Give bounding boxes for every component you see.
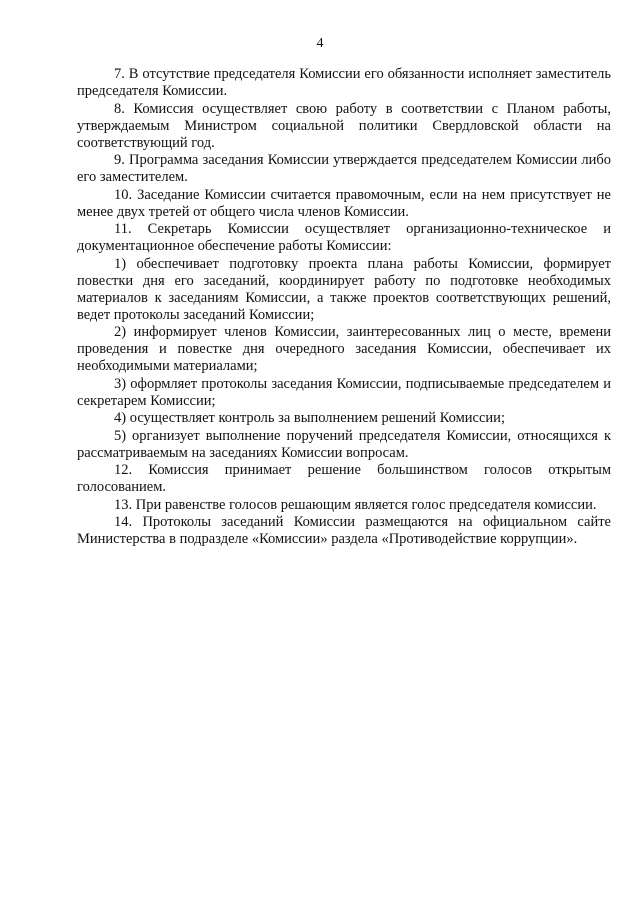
- paragraph-11-item-3: 3) оформляет протоколы заседания Комиссии, подписываемые председателем и секретарем Комиссии;: [77, 375, 611, 409]
- paragraph-11-item-2: 2) информирует членов Комиссии, заинтересованных лиц о месте, времени проведения и повестке дня очередного заседания Комиссии, обеспечивает их необходимыми материалами;: [77, 324, 611, 374]
- paragraph-11-item-4: 4) осуществляет контроль за выполнением решений Комиссии;: [114, 410, 505, 426]
- paragraph-9: 9. Программа заседания Комиссии утверждается председателем Комиссии либо его заместителем.: [77, 152, 611, 185]
- paragraph-11: 11. Секретарь Комиссии осуществляет организационно-техническое и документационное обеспечение работы Комиссии:: [77, 221, 611, 254]
- paragraph-10: 10. Заседание Комиссии считается правомочным, если на нем присутствует не менее двух третей от общего числа членов Комиссии.: [77, 186, 611, 220]
- paragraph-11-item-1: 1) обеспечивает подготовку проекта плана работы Комиссии, формирует повестки дня его заседаний, координирует работу по подготовке необходимых материалов к заседаниям Комиссии, а также проектов соответствующих решений, ведет протоколы заседаний Комиссии;: [77, 255, 611, 323]
- document-body: [77, 66, 611, 549]
- page-number: 4: [316, 36, 324, 51]
- paragraph-14: 14. Протоколы заседаний Комиссии размещаются на официальном сайте Министерства в подразделе «Комиссии» раздела «Противодействие коррупции».: [77, 514, 611, 547]
- paragraph-12: 12. Комиссия принимает решение большинством голосов открытым голосованием.: [77, 462, 611, 495]
- paragraph-11-item-5: 5) организует выполнение поручений председателя Комиссии, относящихся к рассматриваемым на заседаниях Комиссии вопросам.: [77, 427, 611, 461]
- paragraph-13: 13. При равенстве голосов решающим является голос председателя комиссии.: [114, 496, 597, 513]
- paragraph-8: 8. Комиссия осуществляет свою работу в соответствии с Планом работы, утверждаемым Министром социальной политики Свердловской области на соответствующий год.: [77, 100, 611, 151]
- paragraph-7: 7. В отсутствие председателя Комиссии его обязанности исполняет заместитель председателя Комиссии.: [77, 66, 611, 99]
